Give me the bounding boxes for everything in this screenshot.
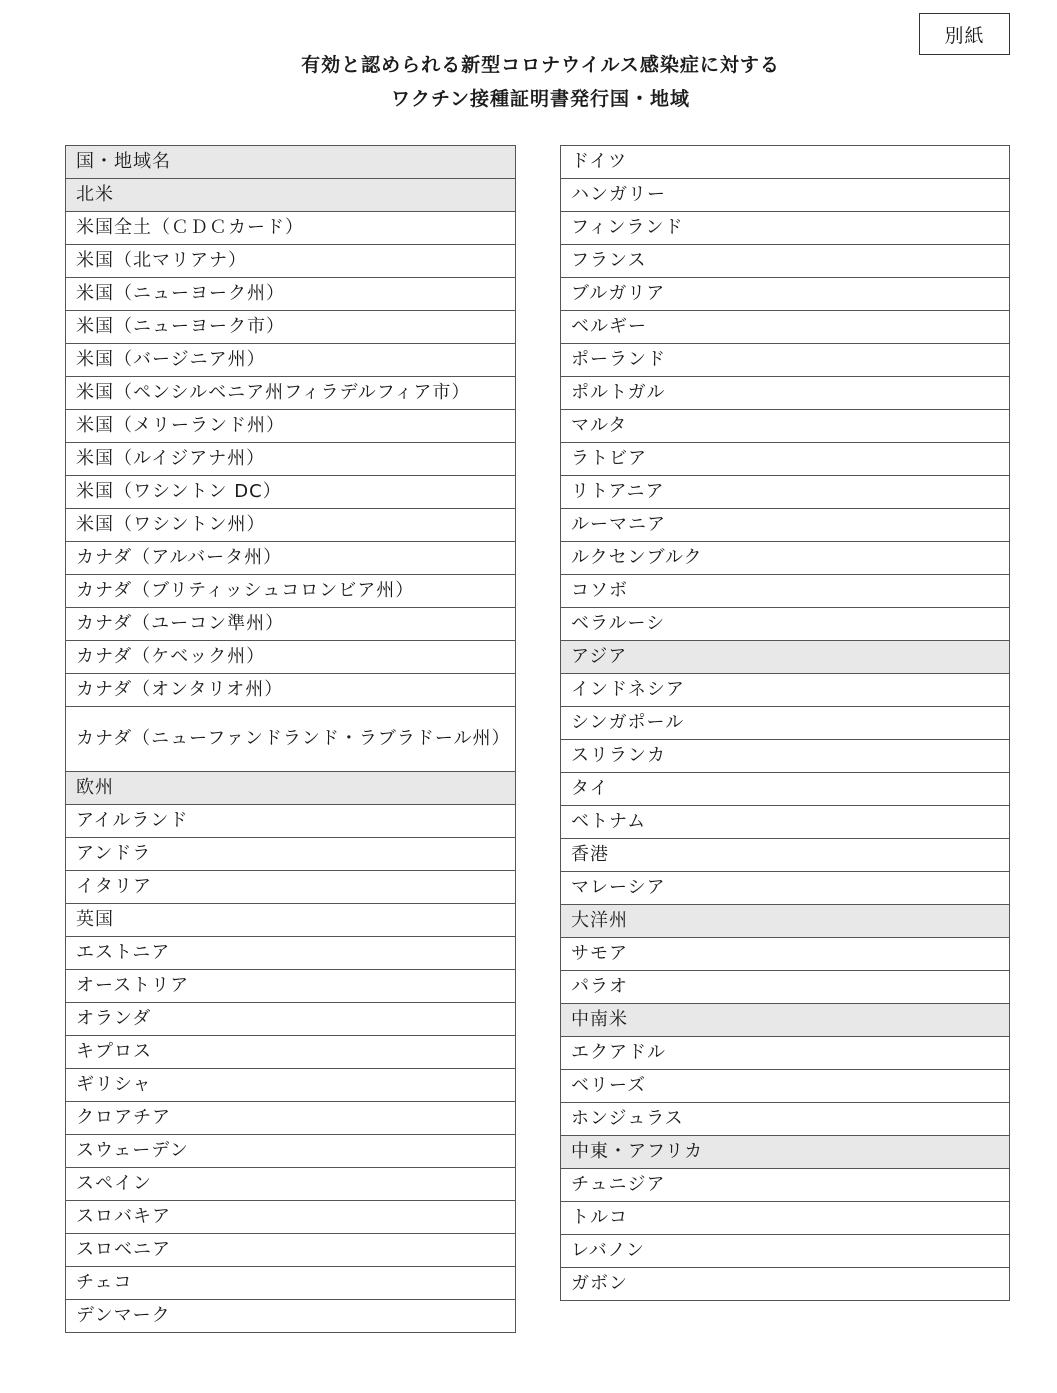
region-header-cell: 大洋州 <box>561 905 1010 938</box>
country-name-cell: ベルギー <box>561 311 1010 344</box>
country-list-right <box>560 145 1010 1301</box>
country-row <box>561 938 1010 971</box>
country-name-cell: サモア <box>561 938 1010 971</box>
country-name-cell: スペイン <box>66 1168 516 1201</box>
country-row <box>66 904 516 937</box>
attachment-label: 別紙 <box>919 13 1010 55</box>
country-name-cell: アンドラ <box>66 838 516 871</box>
country-row <box>561 1235 1010 1268</box>
country-name-cell: タイ <box>561 773 1010 806</box>
country-row <box>66 476 516 509</box>
country-row <box>66 278 516 311</box>
country-name-cell: オーストリア <box>66 970 516 1003</box>
country-list-left-body <box>66 146 516 1333</box>
country-row <box>561 179 1010 212</box>
country-row <box>561 245 1010 278</box>
country-row <box>66 707 516 772</box>
country-row <box>66 1234 516 1267</box>
country-row <box>66 1135 516 1168</box>
country-name-cell: 香港 <box>561 839 1010 872</box>
country-name-cell: フィンランド <box>561 212 1010 245</box>
country-row <box>66 641 516 674</box>
country-row <box>66 805 516 838</box>
country-name-cell: ハンガリー <box>561 179 1010 212</box>
region-header-cell: 国・地域名 <box>66 146 516 179</box>
country-row <box>66 937 516 970</box>
country-row <box>66 1102 516 1135</box>
country-row <box>66 509 516 542</box>
country-name-cell: 米国（ニューヨーク州） <box>66 278 516 311</box>
country-row <box>66 1168 516 1201</box>
country-row <box>561 212 1010 245</box>
country-name-cell: レバノン <box>561 1235 1010 1268</box>
country-name-cell: コソボ <box>561 575 1010 608</box>
document-title-line-1: 有効と認められる新型コロナウイルス感染症に対する <box>301 54 780 76</box>
document-title-line-2: ワクチン接種証明書発行国・地域 <box>390 88 691 110</box>
country-row <box>66 575 516 608</box>
country-name-cell: ギリシャ <box>66 1069 516 1102</box>
region-header-row <box>561 641 1010 674</box>
country-row <box>561 971 1010 1004</box>
country-name-cell: ルーマニア <box>561 509 1010 542</box>
country-name-cell: シンガポール <box>561 707 1010 740</box>
country-name-cell: デンマーク <box>66 1300 516 1333</box>
country-row <box>561 674 1010 707</box>
country-row <box>561 872 1010 905</box>
country-row <box>561 608 1010 641</box>
country-name-cell: ガボン <box>561 1268 1010 1301</box>
country-row <box>66 311 516 344</box>
country-row <box>66 1300 516 1333</box>
country-row <box>66 674 516 707</box>
country-row <box>66 245 516 278</box>
country-name-cell: マレーシア <box>561 872 1010 905</box>
country-row <box>561 1268 1010 1301</box>
country-row <box>561 707 1010 740</box>
country-name-cell: カナダ（アルバータ州） <box>66 542 516 575</box>
country-name-cell: ベリーズ <box>561 1070 1010 1103</box>
country-row <box>561 740 1010 773</box>
country-name-cell: チェコ <box>66 1267 516 1300</box>
country-row <box>66 1003 516 1036</box>
country-name-cell: ドイツ <box>561 146 1010 179</box>
country-name-cell: キプロス <box>66 1036 516 1069</box>
country-name-cell: 米国（ペンシルベニア州フィラデルフィア市） <box>66 377 516 410</box>
region-header-row <box>561 1136 1010 1169</box>
country-name-cell: パラオ <box>561 971 1010 1004</box>
country-name-cell: カナダ（オンタリオ州） <box>66 674 516 707</box>
country-name-cell: ポーランド <box>561 344 1010 377</box>
region-header-cell: アジア <box>561 641 1010 674</box>
country-name-cell: 米国（ワシントン州） <box>66 509 516 542</box>
country-row <box>561 575 1010 608</box>
country-name-cell: ベトナム <box>561 806 1010 839</box>
country-row <box>561 311 1010 344</box>
country-row <box>561 1169 1010 1202</box>
region-header-row <box>561 905 1010 938</box>
country-row <box>561 509 1010 542</box>
country-name-cell: 米国全土（ＣＤＣカード） <box>66 212 516 245</box>
region-header-cell: 中南米 <box>561 1004 1010 1037</box>
country-row <box>66 1069 516 1102</box>
region-header-cell: 北米 <box>66 179 516 212</box>
country-name-cell: カナダ（ブリティッシュコロンビア州） <box>66 575 516 608</box>
country-row <box>66 344 516 377</box>
country-name-cell: スロベニア <box>66 1234 516 1267</box>
country-name-cell: スウェーデン <box>66 1135 516 1168</box>
country-row <box>66 838 516 871</box>
country-name-cell: カナダ（ケベック州） <box>66 641 516 674</box>
country-name-cell: クロアチア <box>66 1102 516 1135</box>
country-name-cell: 英国 <box>66 904 516 937</box>
country-row <box>66 443 516 476</box>
country-name-cell: ルクセンブルク <box>561 542 1010 575</box>
country-name-cell: チュニジア <box>561 1169 1010 1202</box>
country-name-cell: アイルランド <box>66 805 516 838</box>
country-name-cell: 米国（バージニア州） <box>66 344 516 377</box>
country-row <box>561 806 1010 839</box>
country-name-cell: スリランカ <box>561 740 1010 773</box>
country-name-cell: マルタ <box>561 410 1010 443</box>
country-row <box>561 1070 1010 1103</box>
country-name-cell: 米国（北マリアナ） <box>66 245 516 278</box>
country-name-cell: フランス <box>561 245 1010 278</box>
country-name-cell: インドネシア <box>561 674 1010 707</box>
country-name-cell: イタリア <box>66 871 516 904</box>
country-name-cell: ラトビア <box>561 443 1010 476</box>
country-row <box>561 1202 1010 1235</box>
country-row <box>561 410 1010 443</box>
country-row <box>561 278 1010 311</box>
country-name-cell: リトアニア <box>561 476 1010 509</box>
country-name-cell: 米国（ニューヨーク市） <box>66 311 516 344</box>
country-row <box>561 146 1010 179</box>
region-header-row <box>66 146 516 179</box>
region-header-cell: 欧州 <box>66 772 516 805</box>
country-row <box>66 1201 516 1234</box>
country-row <box>561 344 1010 377</box>
region-header-cell: 中東・アフリカ <box>561 1136 1010 1169</box>
country-row <box>66 542 516 575</box>
region-header-row <box>561 1004 1010 1037</box>
country-row <box>561 476 1010 509</box>
country-row <box>561 839 1010 872</box>
country-row <box>561 773 1010 806</box>
country-row <box>561 1037 1010 1070</box>
country-name-cell: カナダ（ニューファンドランド・ラブラドール州） <box>66 707 516 772</box>
country-row <box>66 377 516 410</box>
country-row <box>561 1103 1010 1136</box>
country-list-right-body <box>561 146 1010 1301</box>
country-row <box>66 970 516 1003</box>
country-name-cell: スロバキア <box>66 1201 516 1234</box>
country-list-left <box>65 145 516 1333</box>
country-row <box>561 443 1010 476</box>
country-row <box>66 1036 516 1069</box>
country-name-cell: ベラルーシ <box>561 608 1010 641</box>
country-name-cell: 米国（ルイジアナ州） <box>66 443 516 476</box>
country-row <box>66 410 516 443</box>
country-name-cell: ブルガリア <box>561 278 1010 311</box>
country-name-cell: オランダ <box>66 1003 516 1036</box>
country-row <box>66 608 516 641</box>
country-row <box>561 542 1010 575</box>
country-row <box>66 871 516 904</box>
country-name-cell: エストニア <box>66 937 516 970</box>
country-name-cell: トルコ <box>561 1202 1010 1235</box>
country-name-cell: エクアドル <box>561 1037 1010 1070</box>
country-name-cell: カナダ（ユーコン準州） <box>66 608 516 641</box>
country-row <box>66 1267 516 1300</box>
region-header-row <box>66 772 516 805</box>
country-name-cell: 米国（ワシントン DC） <box>66 476 516 509</box>
country-name-cell: ホンジュラス <box>561 1103 1010 1136</box>
country-name-cell: ポルトガル <box>561 377 1010 410</box>
country-row <box>66 212 516 245</box>
region-header-row <box>66 179 516 212</box>
country-name-cell: 米国（メリーランド州） <box>66 410 516 443</box>
country-row <box>561 377 1010 410</box>
